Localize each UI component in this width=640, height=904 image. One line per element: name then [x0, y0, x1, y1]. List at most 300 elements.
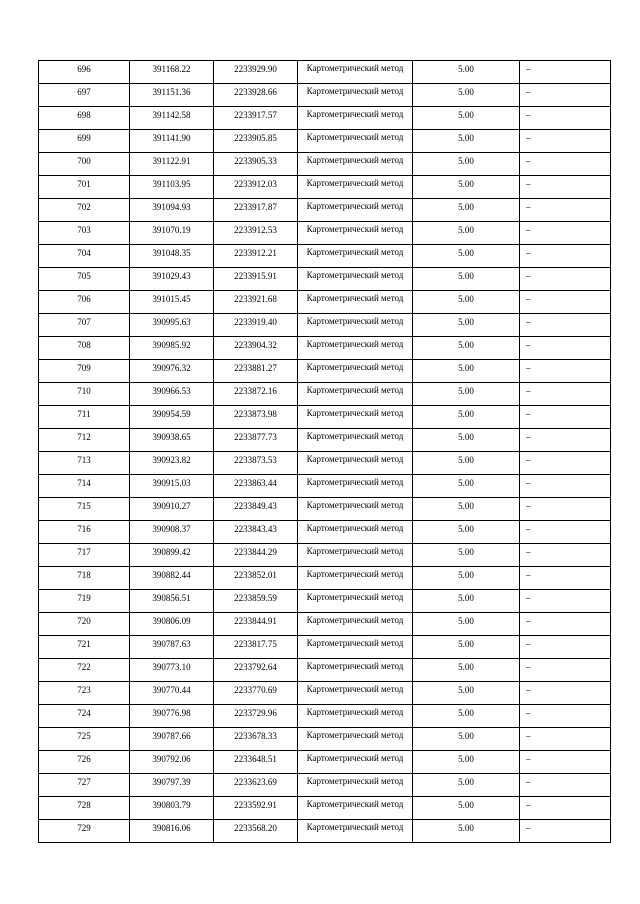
point-number-cell-text: 718	[77, 570, 91, 580]
table-row	[39, 383, 611, 406]
method-cell-text: Картометрический метод	[306, 63, 404, 73]
accuracy-cell-text: 5.00	[458, 386, 474, 396]
x-coordinate-cell	[130, 61, 214, 84]
method-cell	[298, 176, 413, 199]
x-coordinate-cell-text: 391168.22	[152, 64, 191, 74]
y-coordinate-cell-text: 2233912.21	[234, 248, 277, 258]
x-coordinate-cell-text: 391142.58	[152, 110, 191, 120]
accuracy-cell-text: 5.00	[458, 662, 474, 672]
y-coordinate-cell-text: 2233917.57	[234, 110, 277, 120]
point-number-cell-text: 724	[77, 708, 91, 718]
method-cell	[298, 268, 413, 291]
point-number-cell	[39, 337, 130, 360]
point-number-cell	[39, 360, 130, 383]
x-coordinate-cell-text: 391029.43	[152, 271, 191, 281]
note-cell-text: –	[526, 363, 531, 373]
accuracy-cell	[413, 613, 520, 636]
point-number-cell-text: 705	[77, 271, 91, 281]
method-cell-text: Картометрический метод	[306, 362, 404, 372]
accuracy-cell-text: 5.00	[458, 501, 474, 511]
x-coordinate-cell-text: 390966.53	[152, 386, 191, 396]
note-cell-text: –	[526, 662, 531, 672]
accuracy-cell-text: 5.00	[458, 823, 474, 833]
note-cell	[520, 314, 611, 337]
x-coordinate-cell	[130, 659, 214, 682]
y-coordinate-cell-text: 2233929.90	[234, 64, 277, 74]
x-coordinate-cell	[130, 774, 214, 797]
note-cell-text: –	[526, 179, 531, 189]
point-number-cell	[39, 774, 130, 797]
accuracy-cell	[413, 797, 520, 820]
x-coordinate-cell	[130, 613, 214, 636]
x-coordinate-cell-text: 390915.03	[152, 478, 191, 488]
y-coordinate-cell-text: 2233849.43	[234, 501, 277, 511]
table-row	[39, 222, 611, 245]
x-coordinate-cell-text: 391015.45	[152, 294, 191, 304]
table-row	[39, 636, 611, 659]
y-coordinate-cell-text: 2233844.91	[234, 616, 277, 626]
note-cell	[520, 176, 611, 199]
accuracy-cell	[413, 705, 520, 728]
x-coordinate-cell	[130, 406, 214, 429]
accuracy-cell-text: 5.00	[458, 133, 474, 143]
x-coordinate-cell-text: 390803.79	[152, 800, 191, 810]
y-coordinate-cell	[214, 406, 298, 429]
y-coordinate-cell-text: 2233863.44	[234, 478, 277, 488]
x-coordinate-cell	[130, 291, 214, 314]
accuracy-cell-text: 5.00	[458, 616, 474, 626]
point-number-cell	[39, 429, 130, 452]
table-row	[39, 84, 611, 107]
point-number-cell-text: 722	[77, 662, 91, 672]
x-coordinate-cell-text: 390908.37	[152, 524, 191, 534]
note-cell-text: –	[526, 202, 531, 212]
note-cell-text: –	[526, 731, 531, 741]
point-number-cell	[39, 613, 130, 636]
note-cell	[520, 452, 611, 475]
x-coordinate-cell	[130, 475, 214, 498]
x-coordinate-cell-text: 390954.59	[152, 409, 191, 419]
point-number-cell-text: 697	[77, 87, 91, 97]
y-coordinate-cell-text: 2233872.16	[234, 386, 277, 396]
point-number-cell	[39, 383, 130, 406]
method-cell	[298, 383, 413, 406]
method-cell	[298, 567, 413, 590]
note-cell	[520, 613, 611, 636]
method-cell-text: Картометрический метод	[306, 431, 404, 441]
y-coordinate-cell-text: 2233904.32	[234, 340, 277, 350]
y-coordinate-cell-text: 2233592.91	[234, 800, 277, 810]
method-cell-text: Картометрический метод	[306, 385, 404, 395]
point-number-cell	[39, 521, 130, 544]
method-cell	[298, 636, 413, 659]
accuracy-cell-text: 5.00	[458, 409, 474, 419]
y-coordinate-cell	[214, 774, 298, 797]
method-cell-text: Картометрический метод	[306, 454, 404, 464]
method-cell-text: Картометрический метод	[306, 201, 404, 211]
note-cell-text: –	[526, 800, 531, 810]
method-cell	[298, 751, 413, 774]
y-coordinate-cell	[214, 452, 298, 475]
method-cell	[298, 84, 413, 107]
x-coordinate-cell	[130, 176, 214, 199]
point-number-cell	[39, 314, 130, 337]
y-coordinate-cell	[214, 222, 298, 245]
note-cell	[520, 153, 611, 176]
accuracy-cell	[413, 728, 520, 751]
coordinates-table	[38, 60, 611, 843]
y-coordinate-cell	[214, 245, 298, 268]
note-cell	[520, 199, 611, 222]
table-row	[39, 314, 611, 337]
accuracy-cell	[413, 383, 520, 406]
method-cell	[298, 498, 413, 521]
y-coordinate-cell	[214, 728, 298, 751]
x-coordinate-cell-text: 390770.44	[152, 685, 191, 695]
accuracy-cell-text: 5.00	[458, 294, 474, 304]
accuracy-cell	[413, 268, 520, 291]
note-cell	[520, 659, 611, 682]
y-coordinate-cell-text: 2233915.91	[234, 271, 277, 281]
accuracy-cell-text: 5.00	[458, 524, 474, 534]
method-cell	[298, 153, 413, 176]
note-cell	[520, 797, 611, 820]
point-number-cell-text: 703	[77, 225, 91, 235]
point-number-cell	[39, 590, 130, 613]
accuracy-cell	[413, 475, 520, 498]
point-number-cell	[39, 406, 130, 429]
method-cell-text: Картометрический метод	[306, 339, 404, 349]
y-coordinate-cell	[214, 107, 298, 130]
point-number-cell	[39, 567, 130, 590]
accuracy-cell	[413, 130, 520, 153]
accuracy-cell	[413, 406, 520, 429]
y-coordinate-cell	[214, 337, 298, 360]
accuracy-cell	[413, 567, 520, 590]
x-coordinate-cell-text: 390806.09	[152, 616, 191, 626]
point-number-cell-text: 699	[77, 133, 91, 143]
point-number-cell-text: 719	[77, 593, 91, 603]
x-coordinate-cell-text: 391151.36	[152, 87, 191, 97]
method-cell	[298, 774, 413, 797]
y-coordinate-cell-text: 2233912.53	[234, 225, 277, 235]
point-number-cell-text: 728	[77, 800, 91, 810]
point-number-cell-text: 714	[77, 478, 91, 488]
table-row	[39, 107, 611, 130]
accuracy-cell-text: 5.00	[458, 432, 474, 442]
method-cell-text: Картометрический метод	[306, 316, 404, 326]
accuracy-cell-text: 5.00	[458, 639, 474, 649]
accuracy-cell	[413, 337, 520, 360]
accuracy-cell-text: 5.00	[458, 363, 474, 373]
point-number-cell	[39, 475, 130, 498]
point-number-cell	[39, 130, 130, 153]
note-cell	[520, 406, 611, 429]
x-coordinate-cell	[130, 268, 214, 291]
x-coordinate-cell	[130, 797, 214, 820]
point-number-cell-text: 712	[77, 432, 91, 442]
table-row	[39, 153, 611, 176]
point-number-cell-text: 721	[77, 639, 91, 649]
table-row	[39, 774, 611, 797]
x-coordinate-cell	[130, 544, 214, 567]
method-cell-text: Картометрический метод	[306, 155, 404, 165]
y-coordinate-cell-text: 2233917.87	[234, 202, 277, 212]
y-coordinate-cell-text: 2233729.96	[234, 708, 277, 718]
method-cell-text: Картометрический метод	[306, 178, 404, 188]
accuracy-cell	[413, 84, 520, 107]
method-cell-text: Картометрический метод	[306, 500, 404, 510]
note-cell-text: –	[526, 708, 531, 718]
y-coordinate-cell	[214, 636, 298, 659]
accuracy-cell	[413, 636, 520, 659]
point-number-cell-text: 702	[77, 202, 91, 212]
method-cell-text: Картометрический метод	[306, 408, 404, 418]
table-row	[39, 268, 611, 291]
table-row	[39, 544, 611, 567]
method-cell	[298, 360, 413, 383]
point-number-cell	[39, 291, 130, 314]
accuracy-cell	[413, 452, 520, 475]
note-cell-text: –	[526, 639, 531, 649]
note-cell-text: –	[526, 823, 531, 833]
y-coordinate-cell-text: 2233919.40	[234, 317, 277, 327]
y-coordinate-cell	[214, 291, 298, 314]
point-number-cell-text: 701	[77, 179, 91, 189]
method-cell	[298, 797, 413, 820]
accuracy-cell	[413, 61, 520, 84]
table-row	[39, 682, 611, 705]
accuracy-cell	[413, 222, 520, 245]
y-coordinate-cell-text: 2233678.33	[234, 731, 277, 741]
point-number-cell-text: 725	[77, 731, 91, 741]
method-cell-text: Картометрический метод	[306, 638, 404, 648]
y-coordinate-cell	[214, 567, 298, 590]
x-coordinate-cell	[130, 498, 214, 521]
accuracy-cell	[413, 429, 520, 452]
point-number-cell	[39, 498, 130, 521]
table-row	[39, 245, 611, 268]
accuracy-cell	[413, 544, 520, 567]
y-coordinate-cell-text: 2233873.53	[234, 455, 277, 465]
y-coordinate-cell-text: 2233844.29	[234, 547, 277, 557]
accuracy-cell	[413, 360, 520, 383]
y-coordinate-cell	[214, 659, 298, 682]
y-coordinate-cell	[214, 84, 298, 107]
y-coordinate-cell	[214, 544, 298, 567]
y-coordinate-cell	[214, 360, 298, 383]
accuracy-cell-text: 5.00	[458, 156, 474, 166]
y-coordinate-cell-text: 2233921.68	[234, 294, 277, 304]
point-number-cell-text: 715	[77, 501, 91, 511]
y-coordinate-cell-text: 2233928.66	[234, 87, 277, 97]
y-coordinate-cell	[214, 61, 298, 84]
y-coordinate-cell	[214, 268, 298, 291]
x-coordinate-cell-text: 390985.92	[152, 340, 191, 350]
y-coordinate-cell	[214, 130, 298, 153]
table-row	[39, 659, 611, 682]
y-coordinate-cell-text: 2233623.69	[234, 777, 277, 787]
note-cell	[520, 567, 611, 590]
x-coordinate-cell	[130, 521, 214, 544]
y-coordinate-cell	[214, 429, 298, 452]
note-cell-text: –	[526, 271, 531, 281]
table-row	[39, 176, 611, 199]
y-coordinate-cell	[214, 153, 298, 176]
accuracy-cell-text: 5.00	[458, 248, 474, 258]
note-cell	[520, 590, 611, 613]
method-cell	[298, 291, 413, 314]
accuracy-cell-text: 5.00	[458, 225, 474, 235]
y-coordinate-cell-text: 2233912.03	[234, 179, 277, 189]
method-cell	[298, 406, 413, 429]
point-number-cell-text: 696	[77, 64, 91, 74]
method-cell-text: Картометрический метод	[306, 477, 404, 487]
note-cell-text: –	[526, 340, 531, 350]
note-cell	[520, 84, 611, 107]
y-coordinate-cell-text: 2233905.33	[234, 156, 277, 166]
accuracy-cell	[413, 153, 520, 176]
x-coordinate-cell-text: 390787.66	[152, 731, 191, 741]
x-coordinate-cell	[130, 314, 214, 337]
x-coordinate-cell-text: 390938.65	[152, 432, 191, 442]
y-coordinate-cell	[214, 820, 298, 843]
point-number-cell-text: 700	[77, 156, 91, 166]
table-row	[39, 728, 611, 751]
point-number-cell	[39, 544, 130, 567]
y-coordinate-cell	[214, 176, 298, 199]
note-cell	[520, 774, 611, 797]
x-coordinate-cell-text: 391103.95	[152, 179, 191, 189]
table-row	[39, 613, 611, 636]
note-cell	[520, 383, 611, 406]
method-cell	[298, 199, 413, 222]
note-cell-text: –	[526, 87, 531, 97]
accuracy-cell	[413, 820, 520, 843]
method-cell	[298, 314, 413, 337]
x-coordinate-cell	[130, 452, 214, 475]
y-coordinate-cell	[214, 590, 298, 613]
note-cell-text: –	[526, 616, 531, 626]
accuracy-cell	[413, 498, 520, 521]
method-cell-text: Картометрический метод	[306, 730, 404, 740]
point-number-cell-text: 720	[77, 616, 91, 626]
x-coordinate-cell-text: 390976.32	[152, 363, 191, 373]
point-number-cell-text: 729	[77, 823, 91, 833]
point-number-cell	[39, 682, 130, 705]
accuracy-cell	[413, 107, 520, 130]
table-row	[39, 705, 611, 728]
note-cell	[520, 61, 611, 84]
accuracy-cell-text: 5.00	[458, 685, 474, 695]
note-cell-text: –	[526, 133, 531, 143]
y-coordinate-cell	[214, 613, 298, 636]
x-coordinate-cell	[130, 590, 214, 613]
point-number-cell	[39, 107, 130, 130]
x-coordinate-cell	[130, 705, 214, 728]
table-row	[39, 61, 611, 84]
method-cell	[298, 728, 413, 751]
x-coordinate-cell-text: 390787.63	[152, 639, 191, 649]
method-cell-text: Картометрический метод	[306, 753, 404, 763]
note-cell	[520, 751, 611, 774]
method-cell-text: Картометрический метод	[306, 270, 404, 280]
table-row	[39, 291, 611, 314]
x-coordinate-cell	[130, 84, 214, 107]
method-cell-text: Картометрический метод	[306, 592, 404, 602]
point-number-cell-text: 709	[77, 363, 91, 373]
point-number-cell-text: 708	[77, 340, 91, 350]
note-cell	[520, 820, 611, 843]
x-coordinate-cell	[130, 429, 214, 452]
method-cell-text: Картометрический метод	[306, 684, 404, 694]
accuracy-cell-text: 5.00	[458, 593, 474, 603]
y-coordinate-cell	[214, 383, 298, 406]
accuracy-cell	[413, 199, 520, 222]
table-row	[39, 590, 611, 613]
table-row	[39, 820, 611, 843]
accuracy-cell	[413, 774, 520, 797]
method-cell	[298, 820, 413, 843]
x-coordinate-cell-text: 390882.44	[152, 570, 191, 580]
method-cell	[298, 337, 413, 360]
point-number-cell	[39, 659, 130, 682]
note-cell-text: –	[526, 294, 531, 304]
note-cell-text: –	[526, 64, 531, 74]
note-cell	[520, 245, 611, 268]
accuracy-cell-text: 5.00	[458, 271, 474, 281]
method-cell-text: Картометрический метод	[306, 822, 404, 832]
x-coordinate-cell-text: 390923.82	[152, 455, 191, 465]
point-number-cell	[39, 84, 130, 107]
method-cell-text: Картометрический метод	[306, 86, 404, 96]
y-coordinate-cell	[214, 797, 298, 820]
x-coordinate-cell-text: 390792.06	[152, 754, 191, 764]
x-coordinate-cell	[130, 130, 214, 153]
note-cell	[520, 498, 611, 521]
x-coordinate-cell	[130, 728, 214, 751]
x-coordinate-cell	[130, 636, 214, 659]
table-row	[39, 360, 611, 383]
method-cell-text: Картометрический метод	[306, 615, 404, 625]
point-number-cell-text: 698	[77, 110, 91, 120]
method-cell-text: Картометрический метод	[306, 293, 404, 303]
method-cell-text: Картометрический метод	[306, 109, 404, 119]
note-cell	[520, 130, 611, 153]
note-cell-text: –	[526, 317, 531, 327]
y-coordinate-cell-text: 2233877.73	[234, 432, 277, 442]
table-row	[39, 130, 611, 153]
method-cell	[298, 475, 413, 498]
note-cell-text: –	[526, 409, 531, 419]
y-coordinate-cell-text: 2233843.43	[234, 524, 277, 534]
x-coordinate-cell-text: 391070.19	[152, 225, 191, 235]
table-row	[39, 199, 611, 222]
point-number-cell	[39, 728, 130, 751]
point-number-cell	[39, 222, 130, 245]
method-cell	[298, 245, 413, 268]
x-coordinate-cell-text: 390995.63	[152, 317, 191, 327]
y-coordinate-cell-text: 2233905.85	[234, 133, 277, 143]
y-coordinate-cell	[214, 314, 298, 337]
accuracy-cell	[413, 682, 520, 705]
y-coordinate-cell-text: 2233873.98	[234, 409, 277, 419]
x-coordinate-cell-text: 390899.42	[152, 547, 191, 557]
coordinates-table-body	[39, 61, 611, 843]
note-cell-text: –	[526, 685, 531, 695]
x-coordinate-cell	[130, 360, 214, 383]
y-coordinate-cell	[214, 521, 298, 544]
